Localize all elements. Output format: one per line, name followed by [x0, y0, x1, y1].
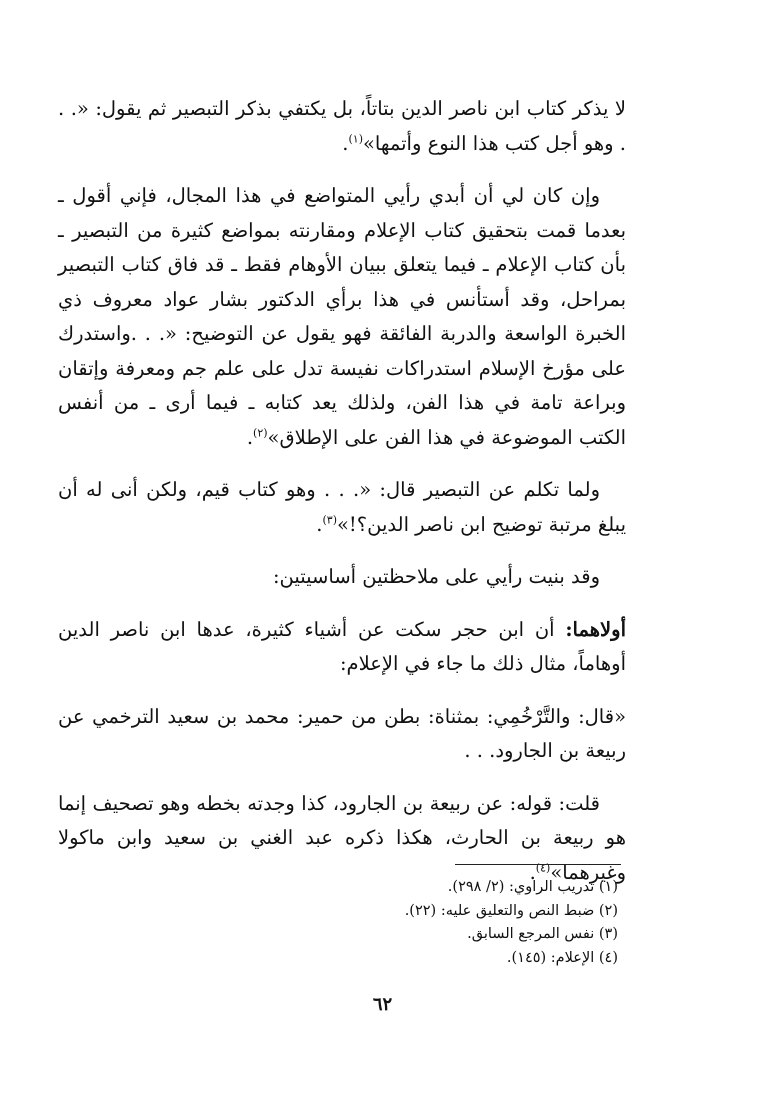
- paragraph-lead: «قال:: [578, 704, 626, 728]
- footnote-ref: (٣): [322, 513, 337, 526]
- paragraph-4: [58, 560, 626, 595]
- paragraph-lead: أولاهما:: [565, 617, 626, 641]
- footnote-separator: [455, 864, 621, 865]
- footnote-ref: (٢): [253, 426, 268, 439]
- paragraph-text: لا يذكر كتاب ابن ناصر الدين بتاتاً، بل يكتفي بذكر التبصير ثم يقول: «. . . وهو أجل كتب هذا النوع وأتمها»: [58, 97, 626, 155]
- paragraph-text: وإن كان لي أن أبدي رأيي المتواضع في هذا المجال، فإني أقول ـ بعدما قمت بتحقيق كتاب الإعلام ومقارنته بمواضع كثيرة من التبصير ـ بأن كتاب الإعلام ـ فيما يتعلق ببيان الأوهام فقط ـ قد فاق كتاب التبصير بمراحل، وقد أستأنس في هذا برأي الدكتور بشار عواد معروف ذي الخبرة الواسعة والدربة الفائقة فهو يقول عن التوضيح: «. . .واستدرك على مؤرخ الإسلام استدراكات نفيسة تدل على علم جم ومعرفة وإتقان وبراعة تامة في هذا الفن، ولذلك يعد كتابه ـ فيما أرى ـ من أنفس الكتب الموضوعة في هذا الفن على الإطلاق»: [58, 184, 626, 449]
- paragraph-5: [58, 613, 626, 682]
- page-number: ٦٢: [372, 994, 393, 1015]
- paragraph-text: والتَّرْخُمِي: بمثناة: بطن من حمير: محمد بن سعيد الترخمي عن ربيعة بن الجارود. . .: [58, 704, 626, 762]
- paragraph-6: [58, 700, 626, 769]
- paragraph-end: .: [246, 425, 254, 449]
- footnotes: [300, 876, 618, 970]
- paragraph-text: أن ابن حجر سكت عن أشياء كثيرة، عدها ابن ناصر الدين أوهاماً، مثال ذلك ما جاء في الإعلام:: [58, 617, 626, 675]
- footnote-2: (٢) ضبط النص والتعليق عليه: (٢٢).: [404, 902, 618, 919]
- footnote-ref: (٤): [535, 861, 551, 874]
- paragraph-1: [58, 92, 626, 161]
- paragraph-end: .: [529, 860, 536, 884]
- paragraph-2: [58, 179, 626, 455]
- footnote-4: (٤) الإعلام: (١٤٥).: [506, 949, 618, 966]
- paragraph-text: ولما تكلم عن التبصير قال: «. . . وهو كتاب قيم، ولكن أنى له أن يبلغ مرتبة توضيح ابن ناصر الدين؟!»: [58, 478, 626, 536]
- footnote-3: (٣) نفس المرجع السابق.: [467, 926, 618, 942]
- paragraph-lead: قلت:: [558, 791, 600, 815]
- paragraph-end: .: [342, 131, 349, 155]
- paragraph-text: قوله: عن ربيعة بن الجارود، كذا وجدته بخطه وهو تصحيف إنما هو ربيعة بن الحارث، هكذا ذكره عبد الغني بن سعيد وابن ماكولا وغيرهما»: [58, 791, 626, 884]
- paragraph-end: .: [316, 512, 323, 536]
- footnote-ref: (١): [348, 132, 363, 145]
- footnote-1: (١) تدريب الراوي: (٢/ ٢٩٨).: [447, 879, 618, 895]
- paragraph-3: [58, 473, 626, 542]
- paragraph-7: [58, 787, 626, 891]
- paragraph-text: وقد بنيت رأيي على ملاحظتين أساسيتين:: [272, 565, 600, 588]
- main-text: [58, 92, 626, 908]
